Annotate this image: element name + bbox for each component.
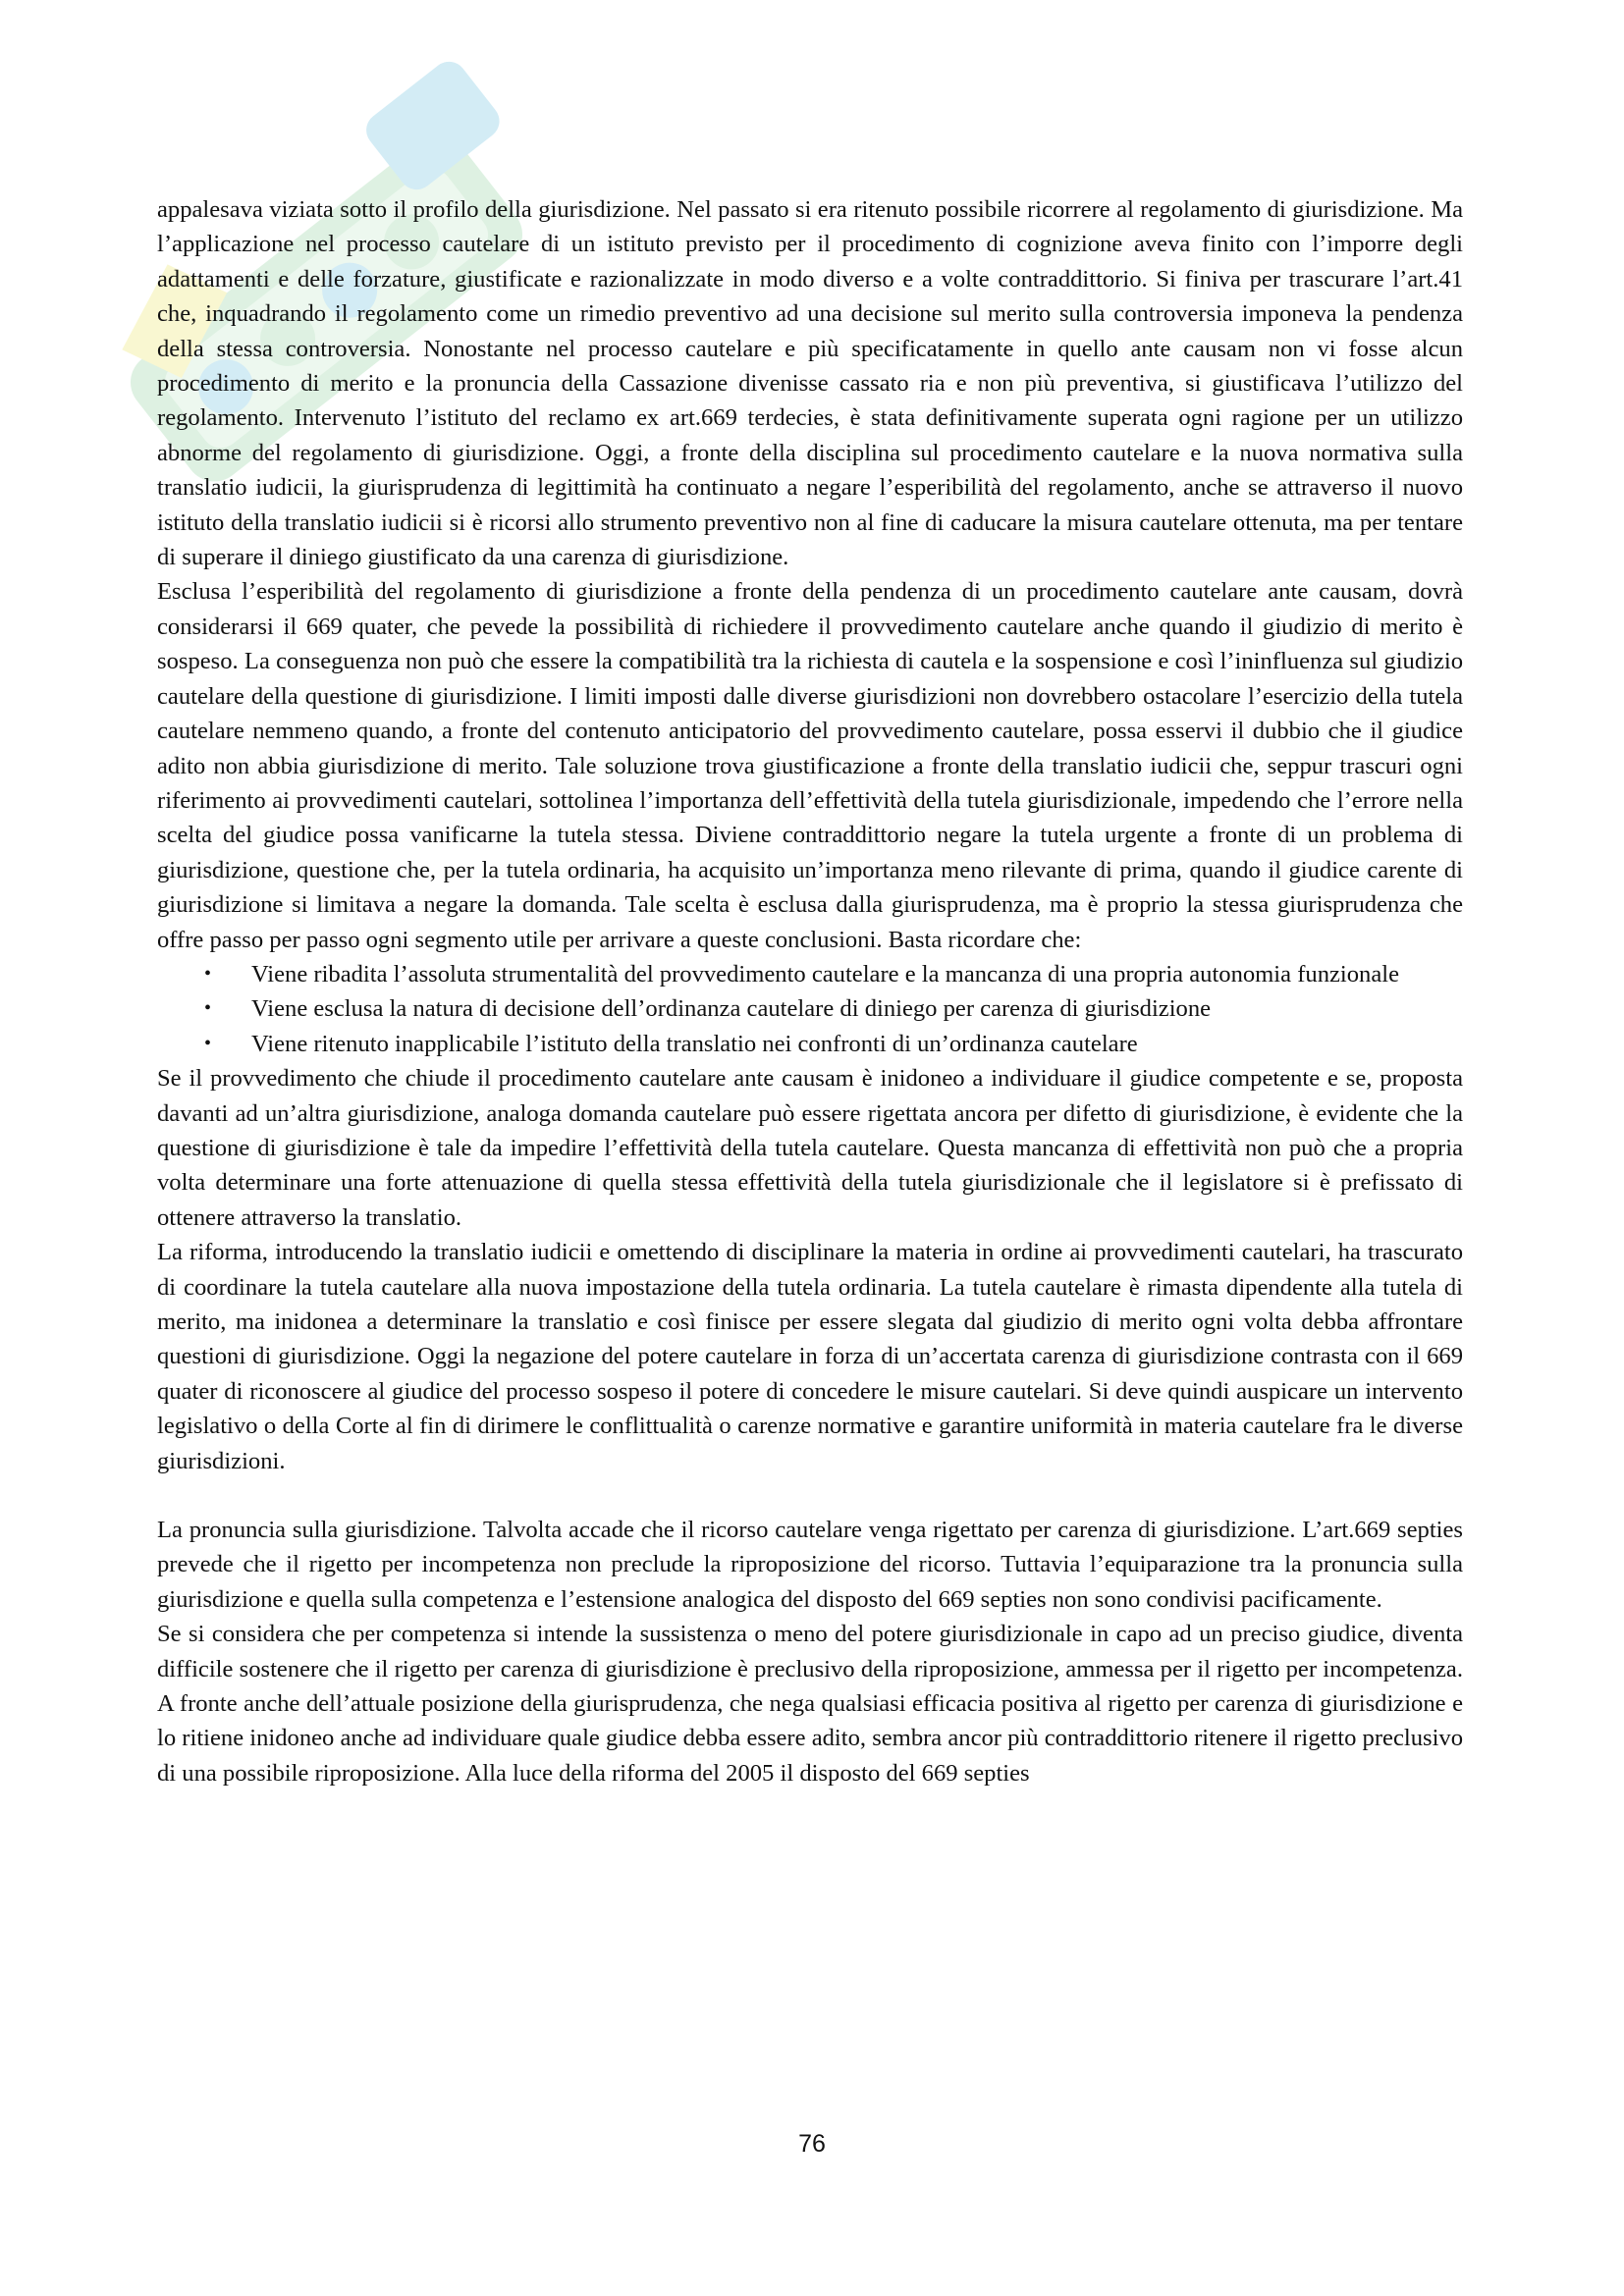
- page-number: 76: [798, 2130, 826, 2158]
- list-item-text: Viene ribadita l’assoluta strumentalità del provvedimento cautelare e la mancanza di una propria autonomia funzionale: [251, 960, 1399, 988]
- bullet-list: [157, 957, 1463, 1061]
- list-item-text: Viene ritenuto inapplicabile l’istituto della translatio nei confronti di un’ordinanza cautelare: [251, 1030, 1138, 1057]
- paragraph: Se si considera che per competenza si intende la sussistenza o meno del potere giurisdizionale in capo ad un preciso giudice, diventa difficile sostenere che il rigetto per carenza di giurisdizione è preclusivo della riproposizione, ammessa per il rigetto per incompetenza. A fronte anche dell’attuale posizione della giurisprudenza, che nega qualsiasi efficacia positiva al rigetto per carenza di giurisdizione e lo ritiene inidoneo anche ad individuare quale giudice debba essere adito, sembra ancor più contraddittorio ritenere il rigetto preclusivo di una possibile riproposizione. Alla luce della riforma del 2005 il disposto del 669 septies: [157, 1621, 1463, 1787]
- list-item-text: Viene esclusa la natura di decisione dell’ordinanza cautelare di diniego per carenza di giurisdizione: [251, 995, 1212, 1023]
- bullet-icon: •: [204, 997, 212, 1020]
- paragraph: La pronuncia sulla giurisdizione. Talvolta accade che il ricorso cautelare venga rigettato per carenza di giurisdizione. L’art.669 septies prevede che il rigetto per incompetenza non preclude la riproposizione del ricorso. Tuttavia l’equiparazione tra la pronuncia sulla giurisdizione e quella sulla competenza e l’estensione analogica del disposto del 669 septies non sono condivisi pacificamente.: [157, 1517, 1463, 1613]
- document-body: [157, 192, 1463, 1790]
- bullet-icon: •: [204, 1032, 212, 1054]
- paragraph: La riforma, introducendo la translatio iudicii e omettendo di disciplinare la materia in ordine ai provvedimenti cautelari, ha trascurato di coordinare la tutela cautelare alla nuova impostazione della tutela ordinaria. La tutela cautelare è rimasta dipendente alla tutela di merito, ma inidonea a determinare la translatio e così finisce per essere slegata dal giudizio di merito ogni volta debba affrontare questioni di giurisdizione. Oggi la negazione del potere cautelare in forza di un’accertata carenza di giurisdizione contrasta con il 669 quater di riconoscere al giudice del processo sospeso il potere di concedere le misure cautelari. Si deve quindi auspicare un intervento legislativo o della Corte al fin di dirimere le conflittualità o carenze normative e garantire uniformità in materia cautelare fra le diverse giurisdizioni.: [157, 1239, 1463, 1474]
- list-item: [204, 1027, 1463, 1061]
- list-item: [204, 991, 1463, 1026]
- paragraph: Esclusa l’esperibilità del regolamento di giurisdizione a fronte della pendenza di un procedimento cautelare ante causam, dovrà considerarsi il 669 quater, che pevede la possibilità di richiedere il provvedimento cautelare anche quando il giudizio di merito è sospeso. La conseguenza non può che essere la compatibilità tra la richiesta di cautela e la sospensione e così l’ininfluenza sul giudizio cautelare della questione di giurisdizione. I limiti imposti dalle diverse giurisdizioni non dovrebbero ostacolare l’esercizio della tutela cautelare nemmeno quando, a fronte del contenuto anticipatorio del provvedimento cautelare, possa esservi il dubbio che il giudice adito non abbia giurisdizione di merito. Tale soluzione trova giustificazione a fronte della translatio iudicii che, seppur trascuri ogni riferimento ai provvedimenti cautelari, sottolinea l’importanza dell’effettività della tutela giurisdizionale, impedendo che l’errore nella scelta del giudice possa vanificarne la tutela stessa. Diviene contraddittorio negare la tutela urgente a fronte di un problema di giurisdizione, questione che, per la tutela ordinaria, ha acquisito un’importanza meno rilevante di prima, quando il giudice carente di giurisdizione si limitava a negare la domanda. Tale scelta è esclusa dalla giurisprudenza, ma è proprio la stessa giurisprudenza che offre passo per passo ogni segmento utile per arrivare a queste conclusioni. Basta ricordare che:: [157, 578, 1463, 953]
- paragraph: Se il provvedimento che chiude il procedimento cautelare ante causam è inidoneo a individuare il giudice competente e se, proposta davanti ad un’altra giurisdizione, analoga domanda cautelare può essere rigettata ancora per difetto di giurisdizione, è evidente che la questione di giurisdizione è tale da impedire l’effettività della tutela cautelare. Questa mancanza di effettività non può che a propria volta determinare una forte attenuazione di quella stessa effettività della tutela giurisdizionale che il legislatore si è prefissato di ottenere attraverso la translatio.: [157, 1065, 1463, 1231]
- paragraph: appalesava viziata sotto il profilo della giurisdizione. Nel passato si era ritenuto possibile ricorrere al regolamento di giurisdizione. Ma l’applicazione nel processo cautelare di un istituto previsto per il procedimento di cognizione aveva finito con l’imporre degli adattamenti e delle forzature, giustificate e razionalizzate in modo diverso e a volte contraddittorio. Si finiva per trascurare l’art.41 che, inquadrando il regolamento come un rimedio preventivo ad una decisione sul merito sulla controversia imponeva la pendenza della stessa controversia. Nonostante nel processo cautelare e più specificatamente in quello ante causam non vi fosse alcun procedimento di merito e la pronuncia della Cassazione divenisse cassato ria e non più preventiva, si giustificava l’utilizzo del regolamento. Intervenuto l’istituto del reclamo ex art.669 terdecies, è stata definitivamente superata ogni ragione per un utilizzo abnorme del regolamento di giurisdizione. Oggi, a fronte della disciplina sul procedimento cautelare e la nuova normativa sulla translatio iudicii, la giurisprudenza di legittimità ha continuato a negare l’esperibilità del regolamento, anche se attraverso il nuovo istituto della translatio iudicii si è ricorsi allo strumento preventivo non al fine di caducare la misura cautelare ottenuta, ma per tentare di superare il diniego giustificato da una carenza di giurisdizione.: [157, 196, 1463, 571]
- bullet-icon: •: [204, 962, 212, 985]
- list-item: [204, 957, 1463, 991]
